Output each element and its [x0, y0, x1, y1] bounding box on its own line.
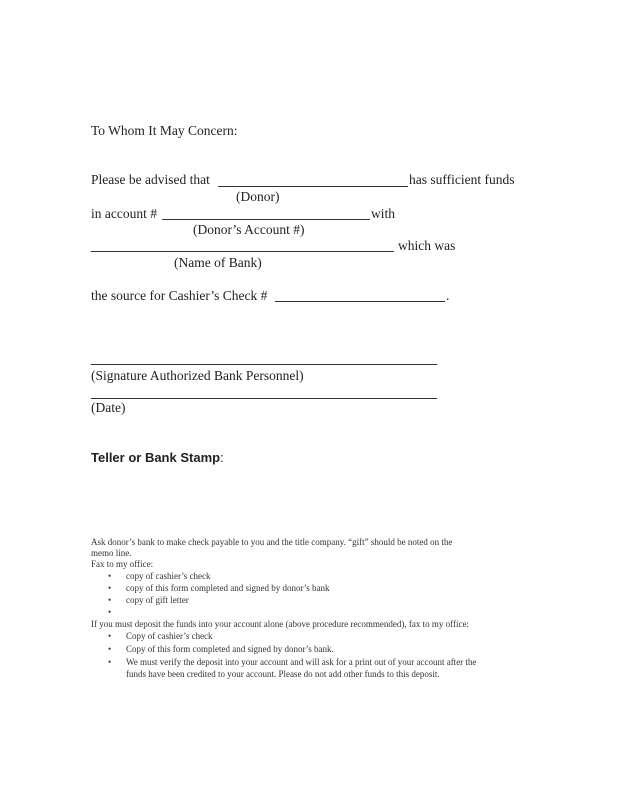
- bank-name-field[interactable]: [91, 251, 394, 252]
- bank-suffix: which was: [398, 238, 456, 253]
- donor-prefix: Please be advised that: [91, 172, 210, 187]
- date-caption: (Date): [91, 400, 126, 415]
- check-number-field[interactable]: [275, 301, 445, 302]
- donor-caption: (Donor): [236, 189, 280, 204]
- fax-item: copy of this form completed and signed by donor’s bank: [126, 583, 330, 593]
- signature-caption: (Signature Authorized Bank Personnel): [91, 368, 304, 383]
- donor-suffix: has sufficient funds: [409, 172, 515, 187]
- stamp-heading-text: Teller or Bank Stamp: [91, 450, 221, 465]
- fax-item: copy of cashier’s check: [126, 571, 211, 581]
- signature-field[interactable]: [91, 364, 437, 365]
- instruction-para1-line2: memo line.: [91, 548, 132, 558]
- bullet-icon: •: [108, 595, 112, 605]
- greeting: To Whom It May Concern:: [91, 123, 238, 138]
- deposit-item: Copy of this form completed and signed by donor’s bank.: [126, 644, 334, 654]
- deposit-item: Copy of cashier’s check: [126, 631, 213, 641]
- deposit-item-continuation: funds have been credited to your account. Please do not add other funds to this deposit.: [126, 669, 440, 679]
- account-prefix: in account #: [91, 206, 157, 221]
- date-field[interactable]: [91, 398, 437, 399]
- account-caption: (Donor’s Account #): [193, 222, 305, 237]
- stamp-heading-colon: :: [220, 450, 224, 465]
- bullet-icon: •: [108, 583, 112, 593]
- account-number-field[interactable]: [162, 219, 370, 220]
- account-suffix: with: [371, 206, 396, 221]
- bullet-icon: •: [108, 571, 112, 581]
- donor-field[interactable]: [218, 186, 408, 187]
- fax-item: copy of gift letter: [126, 595, 189, 605]
- deposit-heading: If you must deposit the funds into your account alone (above procedure recommended), fax to my office:: [91, 619, 469, 629]
- bullet-icon: •: [108, 644, 112, 654]
- bullet-icon: •: [108, 657, 112, 667]
- bullet-icon: •: [108, 607, 112, 617]
- check-suffix: .: [446, 288, 450, 303]
- bullet-icon: •: [108, 631, 112, 641]
- deposit-item: We must verify the deposit into your account and will ask for a print out of your account after the: [126, 657, 477, 667]
- instruction-para1-line1: Ask donor’s bank to make check payable to you and the title company. “gift” should be noted on the: [91, 537, 453, 547]
- check-prefix: the source for Cashier’s Check #: [91, 288, 268, 303]
- stamp-heading: [91, 450, 224, 466]
- fax-heading: Fax to my office:: [91, 559, 154, 569]
- bank-caption: (Name of Bank): [174, 255, 262, 270]
